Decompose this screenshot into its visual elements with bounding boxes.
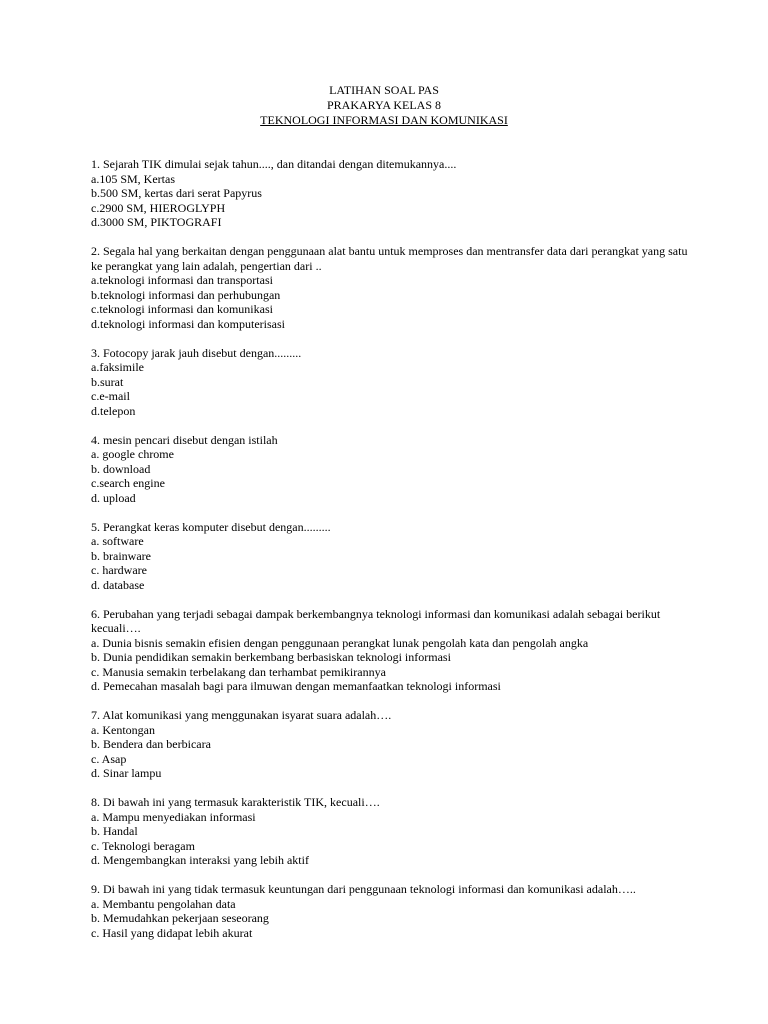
answer-option: a. Mampu menyediakan informasi (91, 809, 256, 824)
answer-option: c.teknologi informasi dan komunikasi (91, 302, 273, 316)
answer-option: b. Handal (91, 824, 138, 838)
question-4 (91, 433, 691, 506)
answer-option: b.surat (91, 374, 124, 389)
answer-option: d. upload (91, 490, 136, 505)
question-1 (91, 157, 691, 230)
answer-option: a.105 SM, Kertas (91, 171, 175, 186)
answer-option: a. software (91, 534, 144, 548)
answer-option: a.faksimile (91, 360, 144, 374)
question-text: 7. Alat komunikasi yang menggunakan isyarat suara adalah…. (91, 708, 392, 722)
question-list (91, 157, 691, 955)
answer-option: c.e-mail (91, 389, 130, 403)
question-text: 5. Perangkat keras komputer disebut dengan......... (91, 519, 331, 534)
class-title: PRAKARYA KELAS 8 (326, 98, 442, 112)
answer-option: a. Kentongan (91, 722, 155, 737)
answer-option: d. Pemecahan masalah bagi para ilmuwan dengan memanfaatkan teknologi informasi (91, 679, 501, 693)
answer-option: c. hardware (91, 563, 147, 577)
question-text: 2. Segala hal yang berkaitan dengan penggunaan alat bantu untuk memproses dan mentransfer data dari perangkat yang satu ke perangkat yang lain adalah, pengertian dari .. (91, 244, 688, 273)
question-3 (91, 346, 691, 419)
answer-option: b. download (91, 461, 151, 476)
answer-option: b. Memudahkan pekerjaan seseorang (91, 911, 269, 925)
answer-option: c.2900 SM, HIEROGLYPH (91, 200, 226, 215)
question-7 (91, 708, 691, 781)
answer-option: c.search engine (91, 476, 165, 490)
answer-option: a. Dunia bisnis semakin efisien dengan penggunaan perangkat lunak pengolah kata dan pengolah angka (91, 635, 589, 650)
document-title: LATIHAN SOAL PAS (329, 83, 439, 97)
answer-option: c. Manusia semakin terbelakang dan terhambat pemikirannya (91, 664, 386, 679)
answer-option: c. Teknologi beragam (91, 838, 195, 853)
answer-option: b. brainware (91, 548, 151, 563)
answer-option: a. Membantu pengolahan data (91, 896, 236, 911)
subject-title: TEKNOLOGI INFORMASI DAN KOMUNIKASI (260, 113, 508, 127)
question-text: 6. Perubahan yang terjadi sebagai dampak berkembangnya teknologi informasi dan komunikasi adalah sebagai berikut kecuali…. (91, 606, 661, 635)
question-9 (91, 882, 691, 940)
question-text: 8. Di bawah ini yang termasuk karakteristik TIK, kecuali…. (91, 795, 380, 809)
question-text: 3. Fotocopy jarak jauh disebut dengan......... (91, 345, 302, 360)
answer-option: c. Hasil yang didapat lebih akurat (91, 925, 253, 940)
answer-option: a. google chrome (91, 447, 174, 461)
answer-option: b.500 SM, kertas dari serat Papyrus (91, 186, 262, 200)
answer-option: d. database (91, 577, 145, 592)
answer-option: d. Mengembangkan interaksi yang lebih aktif (91, 853, 309, 867)
question-text: 1. Sejarah TIK dimulai sejak tahun...., dan ditandai dengan ditemukannya.... (91, 157, 457, 171)
document-header (0, 83, 768, 128)
answer-option: d.telepon (91, 403, 136, 418)
question-6 (91, 607, 691, 694)
answer-option: b. Dunia pendidikan semakin berkembang berbasiskan teknologi informasi (91, 650, 451, 664)
answer-option: c. Asap (91, 751, 127, 766)
question-text: 4. mesin pencari disebut dengan istilah (91, 432, 278, 447)
answer-option: d.3000 SM, PIKTOGRAFI (91, 215, 222, 229)
question-5 (91, 520, 691, 593)
answer-option: a.teknologi informasi dan transportasi (91, 273, 273, 287)
question-8 (91, 795, 691, 868)
answer-option: b. Bendera dan berbicara (91, 737, 211, 751)
question-text: 9. Di bawah ini yang tidak termasuk keuntungan dari penggunaan teknologi informasi dan komunikasi adalah….. (91, 882, 636, 896)
question-2 (91, 244, 691, 331)
answer-option: d.teknologi informasi dan komputerisasi (91, 316, 285, 331)
answer-option: d. Sinar lampu (91, 766, 162, 780)
answer-option: b.teknologi informasi dan perhubungan (91, 287, 281, 302)
